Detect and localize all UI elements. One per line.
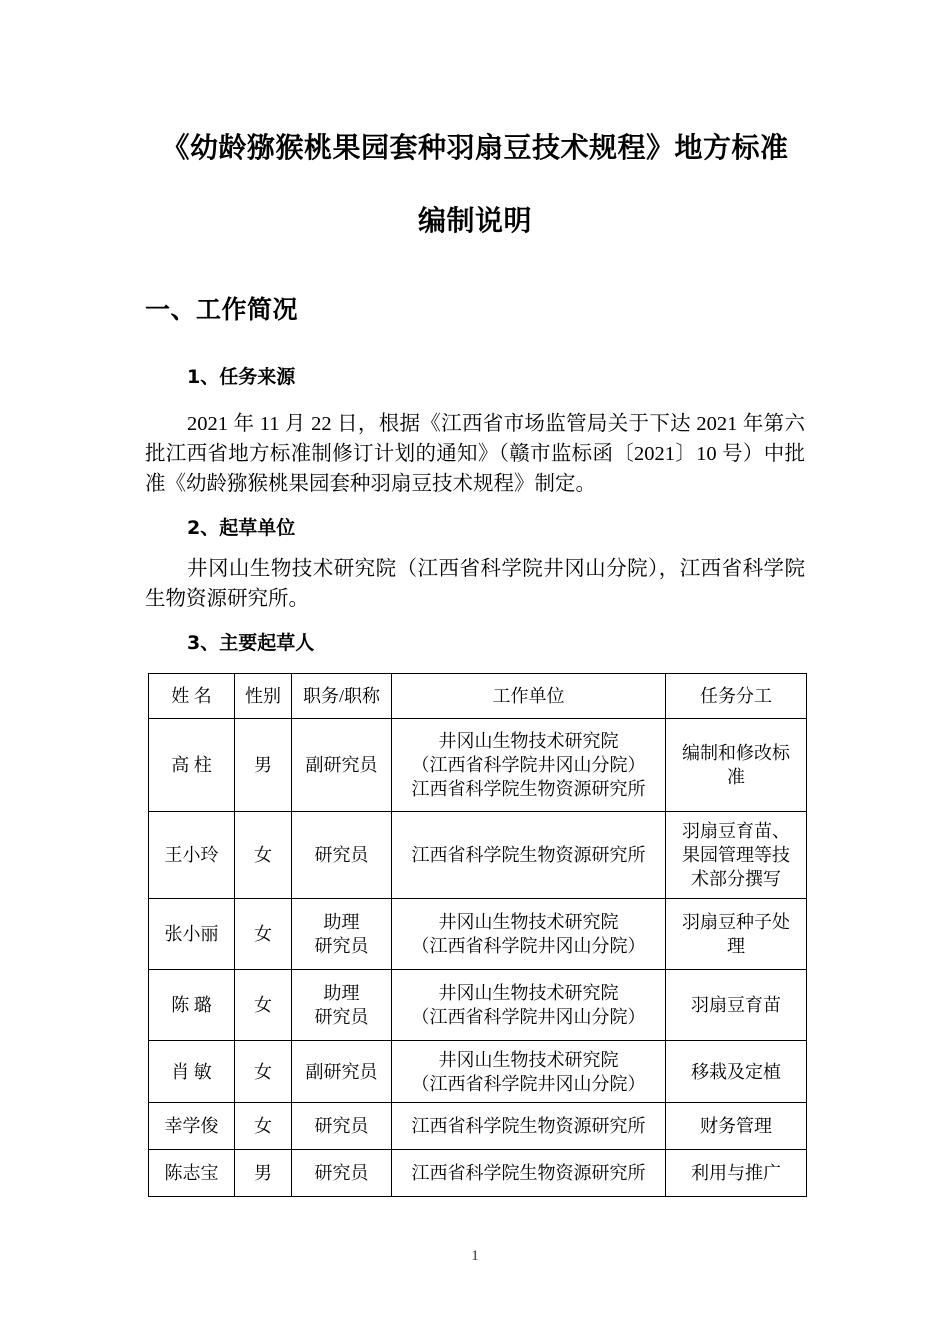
table-header-sex: 性别: [235, 674, 292, 719]
staff-table-container: [145, 653, 805, 1197]
cell-unit: [392, 1150, 666, 1197]
cell-line: 井冈山生物技术研究院: [438, 731, 619, 751]
cell-sex: 男: [235, 719, 292, 812]
cell-line: （江西省科学院井冈山分院）: [411, 936, 646, 956]
cell-line: 江西省科学院生物资源研究所: [411, 1116, 646, 1136]
cell-line: 财务管理: [700, 1116, 772, 1136]
table-header-title: 职务/职称: [292, 674, 392, 719]
cell-unit: [392, 1103, 666, 1150]
cell-name: 幸学俊: [149, 1103, 235, 1150]
table-header-task: 任务分工: [666, 674, 807, 719]
cell-unit: [392, 812, 666, 899]
cell-line: 果园管理等技: [682, 845, 790, 865]
cell-task: [666, 1103, 807, 1150]
cell-sex: 女: [235, 970, 292, 1041]
paragraph-drafting-units: 井冈山生物技术研究院（江西省科学院井冈山分院），江西省科学院生物资源研究所。: [145, 558, 805, 610]
subsection-heading-drafting-units: 2、起草单位: [187, 517, 296, 539]
cell-line: 研究员: [314, 845, 369, 865]
cell-line: 副研究员: [305, 1061, 378, 1082]
cell-title: [292, 1041, 392, 1103]
cell-line: 井冈山生物技术研究院: [438, 983, 619, 1003]
cell-name: 张小丽: [149, 899, 235, 970]
cell-line: 助理: [323, 912, 360, 932]
cell-line: 研究员: [314, 936, 369, 956]
cell-task: [666, 1150, 807, 1197]
cell-unit: [392, 719, 666, 812]
cell-line: 移栽及定植: [691, 1061, 781, 1082]
cell-task: [666, 1041, 807, 1103]
cell-line: 井冈山生物技术研究院: [438, 1049, 619, 1070]
cell-sex: 女: [235, 1103, 292, 1150]
cell-line: 江西省科学院生物资源研究所: [411, 845, 646, 865]
cell-title: [292, 970, 392, 1041]
cell-line: 术部分撰写: [691, 869, 781, 889]
section-heading-work-overview: 一、工作简况: [145, 295, 299, 324]
subsection-heading-task-source: 1、任务来源: [187, 366, 296, 388]
cell-line: 羽扇豆育苗: [691, 995, 781, 1015]
cell-sex: 男: [235, 1150, 292, 1197]
cell-sex: 女: [235, 1041, 292, 1103]
table-header-row: [149, 674, 807, 719]
cell-line: 准: [727, 767, 745, 787]
table-row: [149, 899, 807, 970]
cell-line: 江西省科学院生物资源研究所: [411, 1163, 646, 1183]
cell-line: 利用与推广: [691, 1163, 781, 1183]
cell-unit: [392, 1041, 666, 1103]
table-row: [149, 1041, 807, 1103]
cell-name: 陈志宝: [149, 1150, 235, 1197]
cell-line: （江西省科学院井冈山分院）: [411, 1007, 646, 1027]
cell-name: 陈 璐: [149, 970, 235, 1041]
cell-task: [666, 899, 807, 970]
cell-name: 王小玲: [149, 812, 235, 899]
cell-line: 研究员: [314, 1163, 369, 1183]
main-drafters-table: [148, 673, 807, 1197]
document-title-line-1: 《幼龄猕猴桃果园套种羽扇豆技术规程》地方标准: [161, 131, 789, 164]
cell-line: 江西省科学院生物资源研究所: [411, 779, 646, 799]
cell-line: 副研究员: [305, 755, 378, 775]
cell-line: 助理: [323, 983, 360, 1003]
table-header-unit: 工作单位: [392, 674, 666, 719]
subsection-heading-main-drafters: 3、主要起草人: [187, 632, 315, 654]
cell-title: [292, 812, 392, 899]
cell-line: （江西省科学院井冈山分院）: [411, 755, 646, 775]
cell-unit: [392, 899, 666, 970]
cell-line: 羽扇豆种子处: [682, 912, 790, 932]
cell-task: [666, 970, 807, 1041]
table-row: [149, 970, 807, 1041]
cell-title: [292, 1103, 392, 1150]
cell-line: （江西省科学院井冈山分院）: [411, 1073, 646, 1094]
paragraph-task-source: 2021 年 11 月 22 日，根据《江西省市场监管局关于下达 2021 年第六批江西省地方标准制修订计划的通知》（赣市监标函〔2021〕10 号）中批准《幼龄猕猴桃果园套种羽扇豆技术规程》制定。: [145, 413, 805, 495]
cell-sex: 女: [235, 812, 292, 899]
cell-task: [666, 719, 807, 812]
cell-title: [292, 899, 392, 970]
table-row: [149, 812, 807, 899]
cell-line: 羽扇豆育苗、: [682, 821, 790, 841]
table-row: [149, 1103, 807, 1150]
cell-line: 研究员: [314, 1116, 369, 1136]
cell-line: 研究员: [314, 1007, 369, 1027]
cell-name: 高 柱: [149, 719, 235, 812]
table-row: [149, 719, 807, 812]
page-number: 1: [471, 1248, 479, 1264]
cell-line: 井冈山生物技术研究院: [438, 912, 619, 932]
cell-task: [666, 812, 807, 899]
cell-sex: 女: [235, 899, 292, 970]
cell-line: 编制和修改标: [682, 743, 790, 763]
cell-name: 肖 敏: [149, 1041, 235, 1103]
cell-title: [292, 719, 392, 812]
table-header-name: 姓 名: [149, 674, 235, 719]
cell-line: 理: [727, 936, 745, 956]
cell-title: [292, 1150, 392, 1197]
document-title-line-2: 编制说明: [417, 204, 532, 237]
cell-unit: [392, 970, 666, 1041]
table-row: [149, 1150, 807, 1197]
